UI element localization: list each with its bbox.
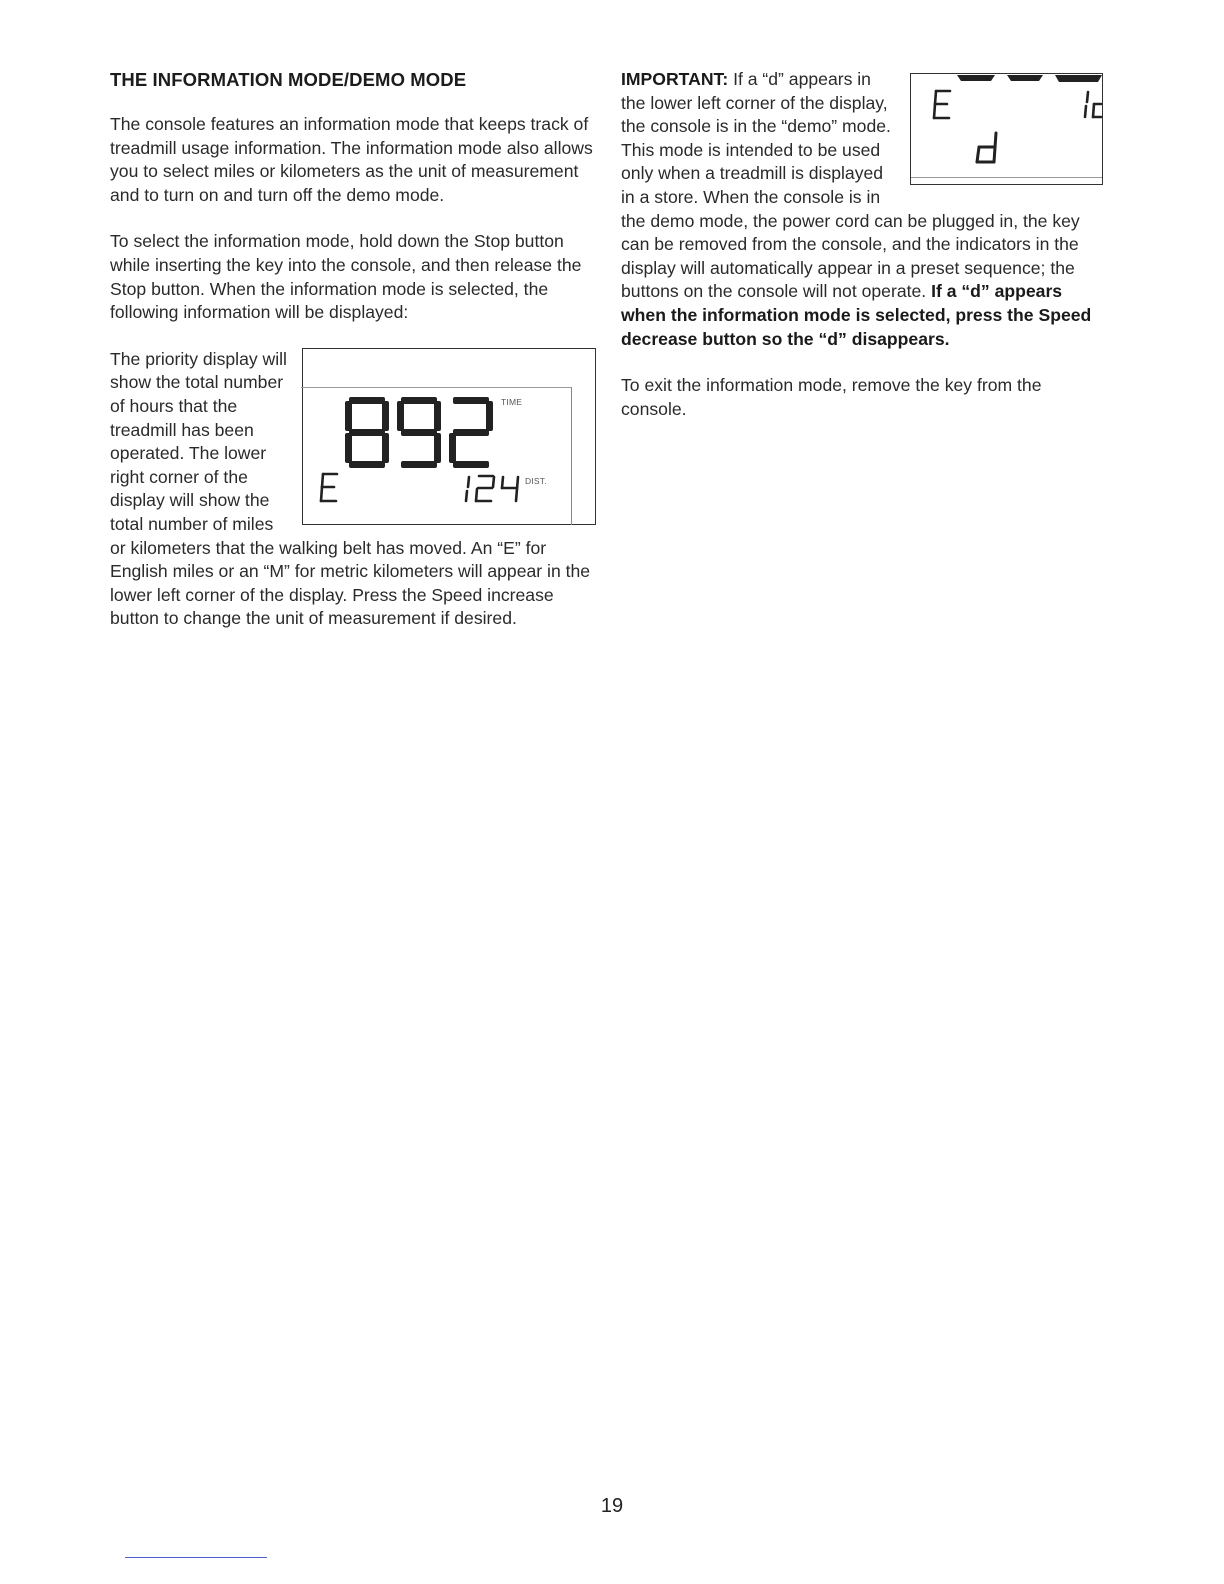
indicator-bars-icon bbox=[955, 74, 1105, 84]
footer-rule bbox=[125, 1557, 267, 1558]
seven-segment-e-icon bbox=[319, 471, 341, 505]
exit-paragraph: To exit the information mode, remove the key from the console. bbox=[621, 375, 1042, 419]
seven-segment-partial-icon bbox=[1083, 88, 1103, 122]
time-digits-graphic bbox=[343, 395, 503, 471]
seven-segment-124-icon bbox=[461, 473, 531, 505]
partial-digit-graphic bbox=[1083, 88, 1103, 122]
unit-letter-graphic bbox=[319, 471, 341, 505]
priority-display-paragraph: The priority display will show the total number of hours that the treadmill has been operated. The lower right corner of the display will show the total number of miles or kilometers that the walking belt has moved. An “E” for English miles or an “M” for metric kilometers will appear in the lower left corner of the display. Press the Speed increase button to change the unit of measurement if desired. bbox=[110, 348, 591, 629]
seven-segment-e-icon bbox=[931, 88, 955, 122]
distance-digits-graphic bbox=[461, 473, 531, 505]
important-label: IMPORTANT: bbox=[621, 69, 729, 89]
demo-letter-graphic bbox=[971, 130, 1001, 166]
select-mode-paragraph: To select the information mode, hold down the Stop button while inserting the key into the console, and then release the Stop button. When the information mode is selected, the following information will be displayed: bbox=[110, 231, 582, 323]
demo-unit-letter-graphic bbox=[931, 88, 955, 122]
console-display-demo bbox=[910, 73, 1103, 185]
right-column bbox=[621, 68, 1103, 444]
left-column bbox=[110, 68, 596, 654]
intro-paragraph: The console features an information mode that keeps track of treadmill usage information. The information mode also allows you to select miles or kilometers as the unit of measurement and to turn on and turn off the demo mode. bbox=[110, 114, 593, 205]
distance-label: DIST. bbox=[525, 475, 547, 486]
page-number: 19 bbox=[600, 1495, 624, 1517]
important-text: If a “d” appears in the lower left corner of the display, the console is in the “demo” mode. This mode is intended to be used only when a treadmill is displayed in a store. When the console is in the demo mode, the power cord can be plugged in, the key can be removed from the console, and the indicators in the display will automatically appear in a preset sequence; the buttons on the console will not operate. bbox=[621, 69, 1080, 302]
seven-segment-d-icon bbox=[971, 130, 1001, 166]
important-bold-text: If a “d” appears when the information mode is selected, press the Speed decrease button so the “d” disappears. bbox=[621, 281, 1092, 349]
seven-segment-892-icon bbox=[343, 395, 503, 471]
console-display-hours-distance bbox=[302, 348, 596, 525]
section-heading: THE INFORMATION MODE/DEMO MODE bbox=[110, 69, 467, 90]
display-baseline bbox=[911, 177, 1102, 178]
display-top-indicators bbox=[955, 74, 1105, 84]
time-label: TIME bbox=[501, 396, 523, 407]
